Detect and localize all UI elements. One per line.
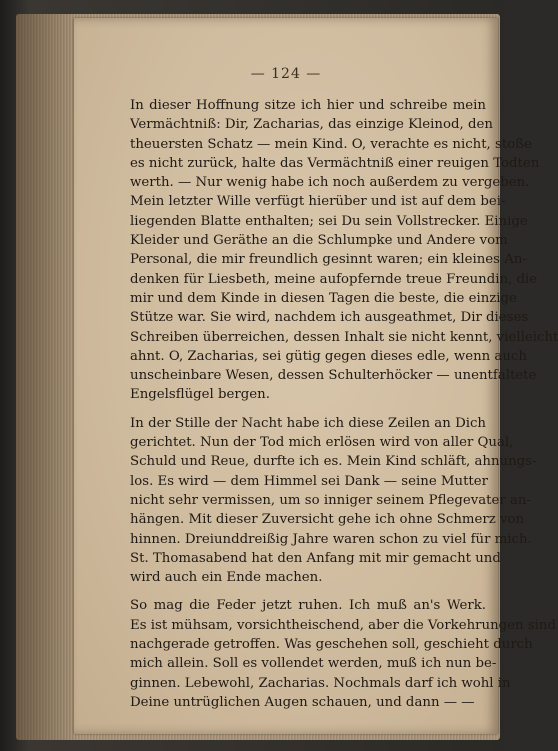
text-line: Es ist mühsam, vorsichtheischend, aber die Vorkehrungen sind — [130, 617, 556, 633]
text-line: Personal, die mir freundlich gesinnt waren; ein kleines An- — [130, 252, 527, 268]
paragraph — [130, 96, 558, 405]
text-line: hinnen. Dreiunddreißig Jahre waren schon zu viel für mich. — [130, 531, 532, 547]
text-line: mir und dem Kinde in diesen Tagen die beste, die einzige — [130, 290, 517, 306]
text-line: es nicht zurück, halte das Vermächtniß einer reuigen Todten — [130, 155, 540, 171]
text-line: nachgerade getroffen. Was geschehen soll, geschieht durch — [130, 637, 533, 653]
paragraph — [130, 596, 556, 712]
text-line: Schreiben überreichen, dessen Inhalt sie nicht kennt, vielleicht — [130, 329, 558, 345]
body-text — [130, 96, 558, 712]
paragraph-gap — [130, 587, 486, 596]
text-line: Vermächtniß: Dir, Zacharias, das einzige Kleinod, den — [130, 117, 493, 133]
book-page — [74, 18, 558, 734]
text-line: Kleider und Geräthe an die Schlumpke und Andere vom — [130, 233, 508, 249]
text-line: In dieser Hoffnung sitze ich hier und schreibe mein — [130, 98, 486, 113]
text-line: unscheinbare Wesen, dessen Schulterhöcker — unentfaltete — [130, 368, 537, 384]
paragraph-gap — [130, 405, 486, 414]
text-line: mich allein. Soll es vollendet werden, muß ich nun be- — [130, 656, 497, 672]
text-line: Stütze war. Sie wird, nachdem ich ausgeathmet, Dir dieses — [130, 310, 529, 326]
text-line: Schuld und Reue, durfte ich es. Mein Kind schläft, ahnungs- — [130, 454, 537, 470]
text-line: gerichtet. Nun der Tod mich erlösen wird von aller Qual, — [130, 435, 514, 451]
text-line: Mein letzter Wille verfügt hierüber und ist auf dem bei- — [130, 194, 506, 210]
text-line: theuersten Schatz — mein Kind. O, verachte es nicht, stoße — [130, 136, 532, 152]
text-line: denken für Liesbeth, meine aufopfernde treue Freundin, die — [130, 271, 538, 287]
text-line: Deine untrüglichen Augen schauen, und dann — — — [130, 694, 475, 710]
text-line: nicht sehr vermissen, um so inniger seinem Pflegevater an- — [130, 492, 531, 508]
text-line: So mag die Feder jetzt ruhen. Ich muß an's Werk. — [130, 598, 486, 614]
text-line: werth. — Nur wenig habe ich noch außerdem zu vergeben. — [130, 175, 530, 191]
text-line: hängen. Mit dieser Zuversicht gehe ich ohne Schmerz von — [130, 512, 525, 528]
text-line: Engelsflügel bergen. — [130, 387, 270, 403]
page-gutter-shadow — [16, 14, 78, 740]
paragraph — [130, 414, 537, 588]
text-line: los. Es wird — dem Himmel sei Dank — seine Mutter — [130, 473, 489, 489]
text-line: St. Thomasabend hat den Anfang mit mir gemacht und — [130, 550, 501, 566]
text-line: ginnen. Lebewohl, Zacharias. Nochmals darf ich wohl in — [130, 675, 511, 691]
text-line: liegenden Blatte enthalten; sei Du sein Vollstrecker. Einige — [130, 213, 528, 229]
text-line: In der Stille der Nacht habe ich diese Zeilen an Dich — [130, 415, 486, 431]
text-line: ahnt. O, Zacharias, sei gütig gegen dieses edle, wenn auch — [130, 348, 527, 364]
text-line: wird auch ein Ende machen. — [130, 570, 323, 586]
page-number: — 124 — — [250, 66, 322, 82]
